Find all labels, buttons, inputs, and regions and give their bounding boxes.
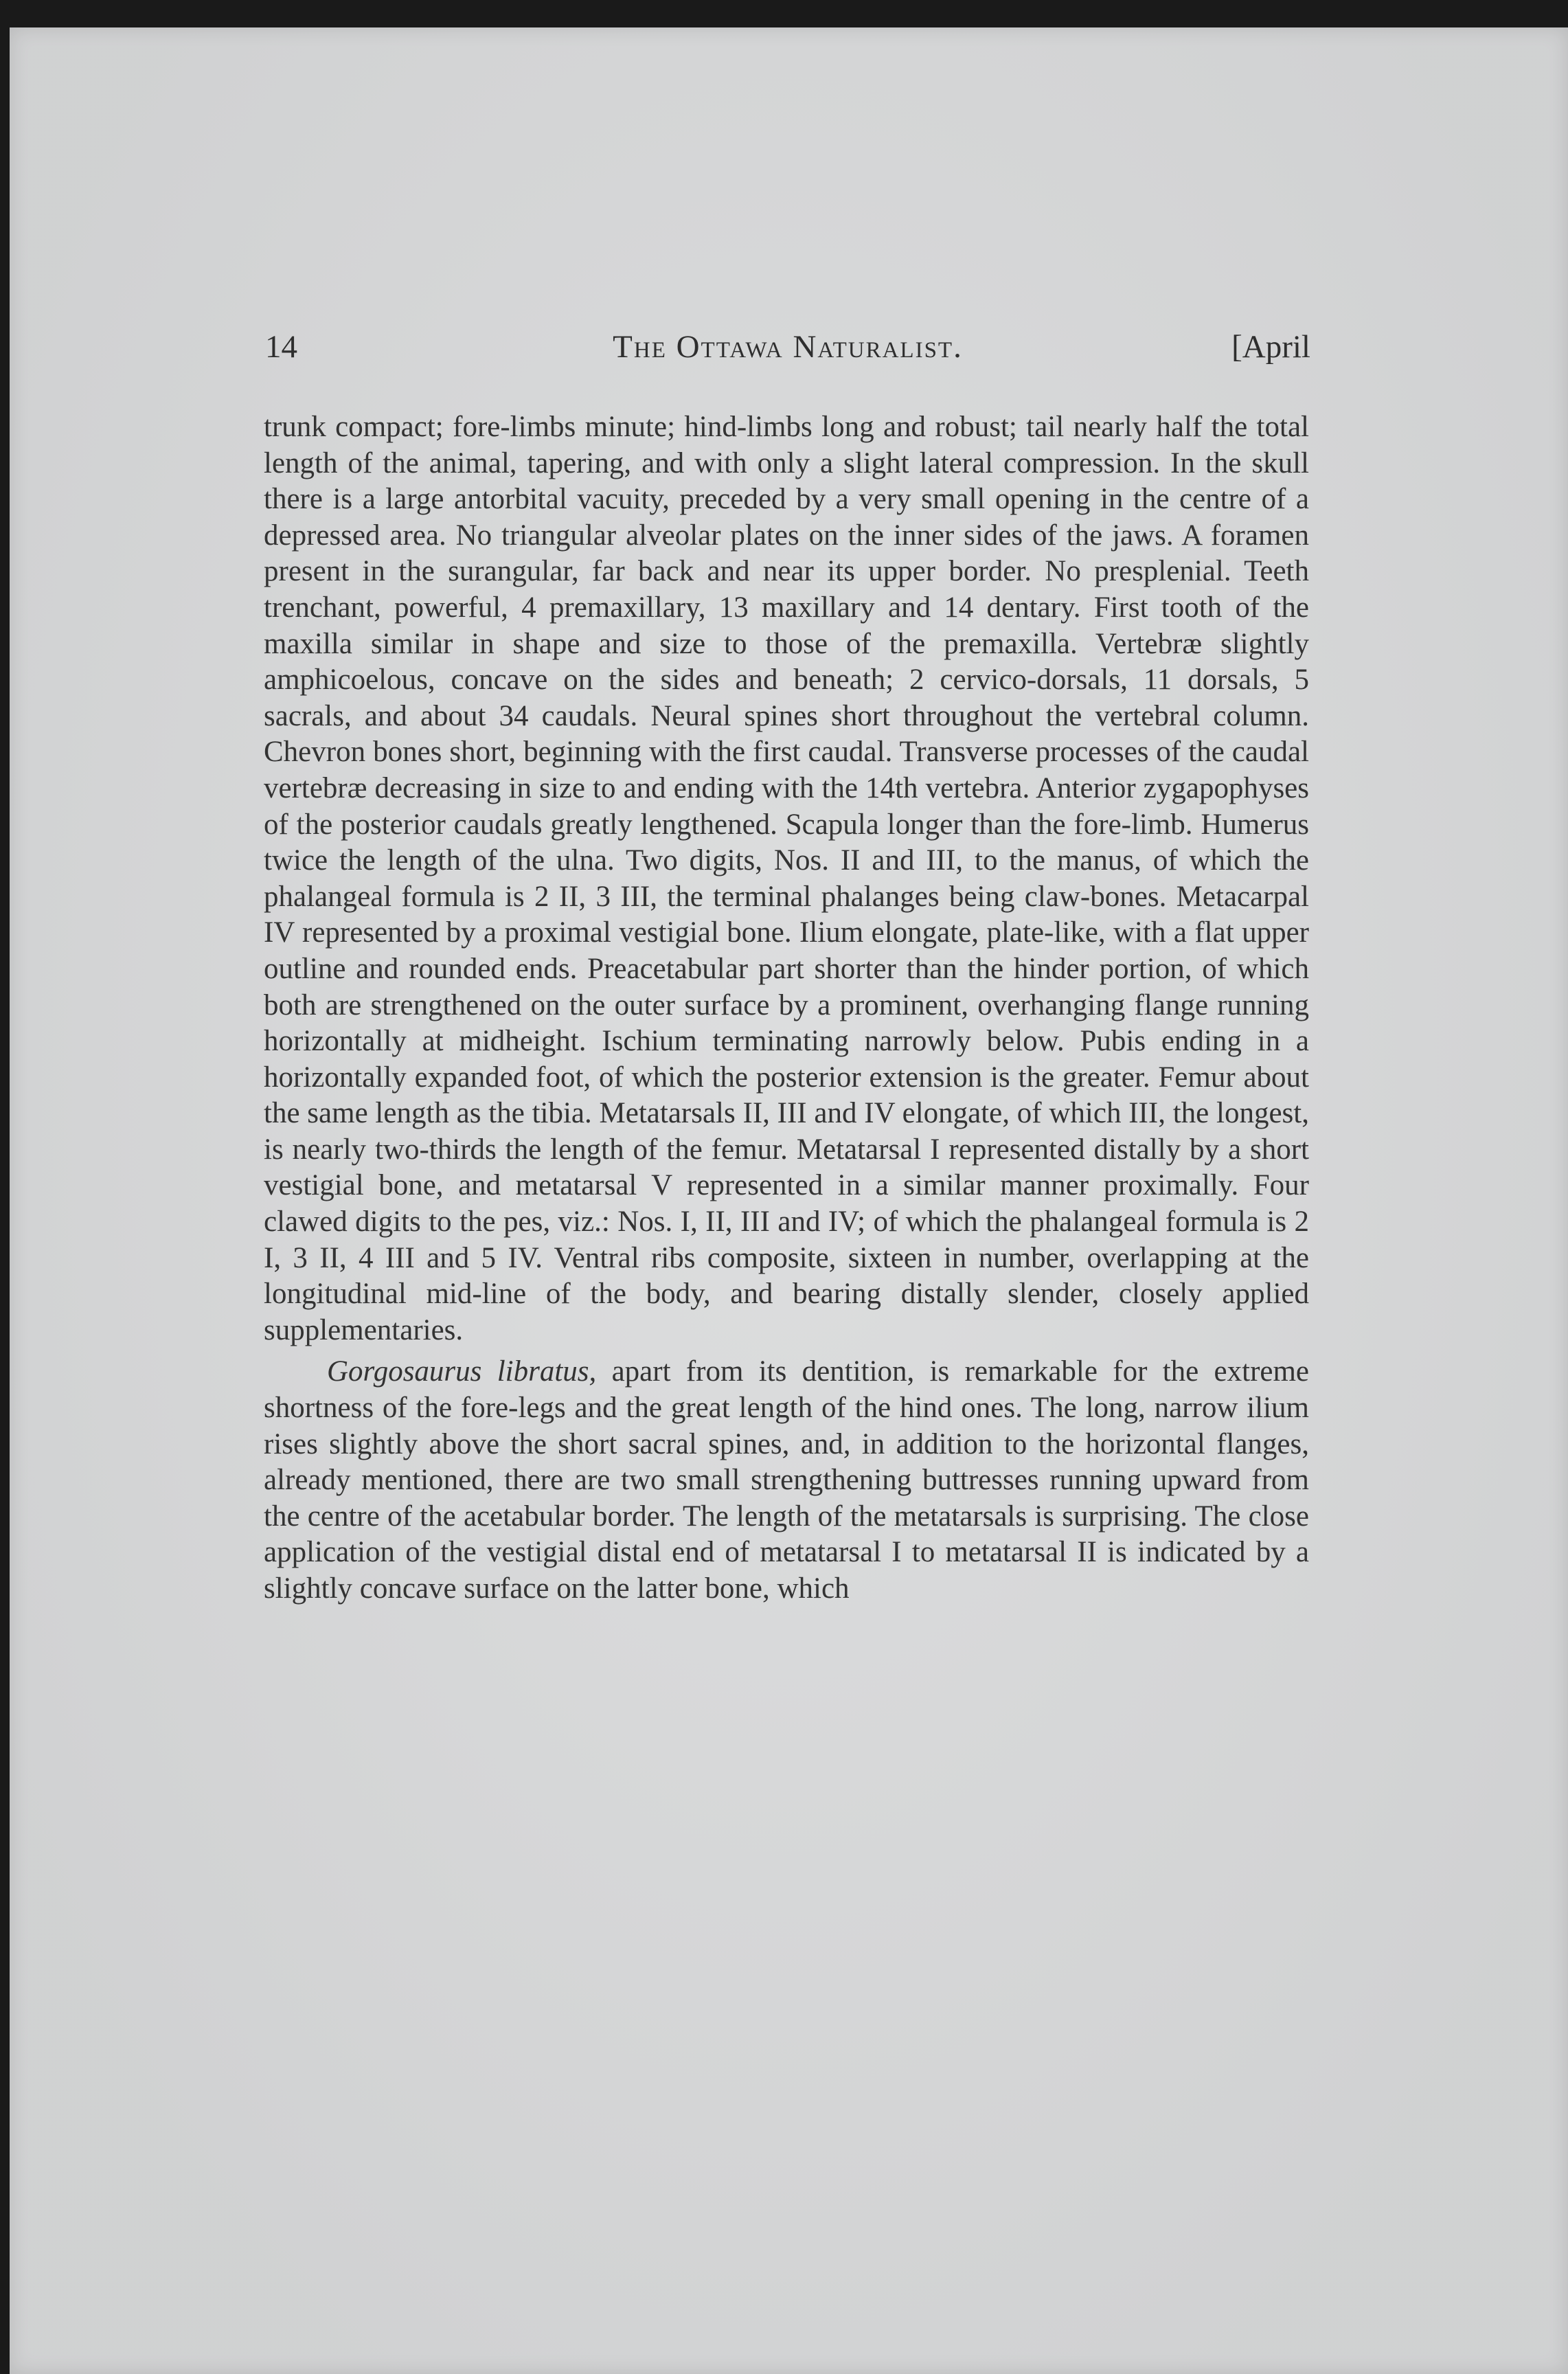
page-number: 14 — [265, 329, 297, 365]
paragraph-remarks — [264, 1354, 1309, 1607]
paragraph-description: trunk compact; fore-limbs minute; hind-limbs long and robust; tail nearly half the total length of the animal, tapering, and with only a slight lateral compression. In the skull there is a large antorbital vacuity, preceded by a very small opening in the centre of a depressed area. No triangular alveolar plates on the inner sides of the jaws. A foramen present in the surangular, far back and near its upper border. No presplenial. Teeth trenchant, powerful, 4 premaxillary, 13 maxillary and 14 dentary. First tooth of the maxilla similar in shape and size to those of the premaxilla. Vertebræ slightly amphicoelous, concave on the sides and beneath; 2 cervico-dorsals, 11 dorsals, 5 sacrals, and about 34 caudals. Neural spines short throughout the vertebral column. Chevron bones short, beginning with the first caudal. Transverse processes of the caudal vertebræ decreasing in size to and ending with the 14th vertebra. Anterior zygapophyses of the posterior caudals greatly lengthened. Scapula longer than the fore-limb. Humerus twice the length of the ulna. Two digits, Nos. II and III, to the manus, of which the phalangeal formula is 2 II, 3 III, the terminal phalanges being claw-bones. Metacarpal IV represented by a proximal vestigial bone. Ilium elongate, plate-like, with a flat upper outline and rounded ends. Preacetabular part shorter than the hinder portion, of which both are strengthened on the outer surface by a prominent, overhanging flange running horizontally at midheight. Ischium terminating narrowly below. Pubis ending in a horizontally expanded foot, of which the posterior extension is the greater. Femur about the same length as the tibia. Metatarsals II, III and IV elongate, of which III, the longest, is nearly two-thirds the length of the femur. Metatarsal I represented distally by a short vestigial bone, and metatarsal V represented in a similar manner proximally. Four clawed digits to the pes, viz.: Nos. I, II, III and IV; of which the phalangeal formula is 2 I, 3 II, 4 III and 5 IV. Ventral ribs composite, sixteen in number, overlapping at the longitudinal mid-line of the body, and bearing distally slender, closely applied supplementaries. — [264, 411, 1309, 1346]
journal-title: The Ottawa Naturalist. — [613, 329, 963, 365]
paragraph-remarks-text: apart from its dentition, is remarkable for the extreme shortness of the fore-legs and the great length of the hind ones. The long, narrow ilium rises slightly above the short sacral spines, and, in addition to the horizontal flanges, already mentioned, there are two small strengthening buttresses running upward from the centre of the acetabular border. The length of the metatarsals is surprising. The close application of the vestigial distal end of metatarsal I to metatarsal II is indicated by a slightly concave surface on the latter bone, which — [264, 1355, 1310, 1605]
species-name: Gorgosaurus libratus, — [327, 1355, 597, 1388]
running-head — [265, 328, 1310, 383]
issue-month: [April — [1231, 329, 1310, 365]
body-text — [264, 409, 1309, 1607]
